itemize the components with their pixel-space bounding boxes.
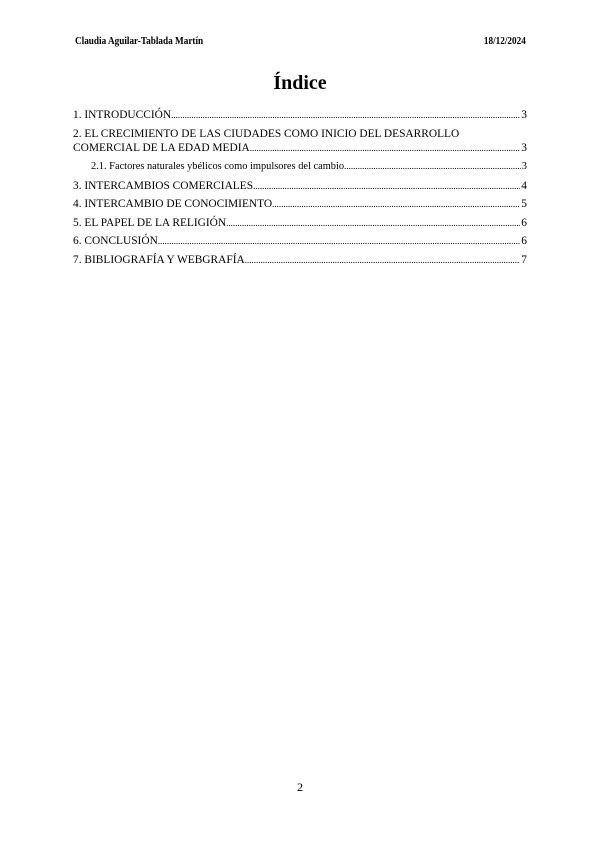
toc-entry-bibliografia[interactable] xyxy=(73,253,527,267)
toc-leader xyxy=(245,253,521,267)
toc-page-number: 3 xyxy=(521,141,527,154)
toc-entry-text: 2.1. Factores naturales ybélicos como impulsores del cambio xyxy=(91,161,345,172)
toc-leader xyxy=(158,234,520,248)
toc-entry-text: 6. CONCLUSIÓN xyxy=(73,235,158,247)
page-header xyxy=(75,36,526,47)
page-number: 2 xyxy=(297,780,303,794)
header-author: Claudia Aguilar-Tablada Martín xyxy=(75,36,204,47)
toc-entry-text-line1: 2. EL CRECIMIENTO DE LAS CIUDADES COMO INICIO DEL DESARROLLO xyxy=(73,127,460,140)
toc-leader xyxy=(253,179,520,193)
toc-leader xyxy=(272,197,520,211)
header-date: 18/12/2024 xyxy=(483,36,526,47)
toc-page-number: 6 xyxy=(521,235,527,247)
toc-page-number: 3 xyxy=(521,109,527,121)
toc-entry-crecimiento-ciudades[interactable] xyxy=(73,127,527,155)
toc-leader xyxy=(226,216,520,230)
toc-page-number: 4 xyxy=(521,179,527,192)
toc-page-number: 5 xyxy=(521,198,527,210)
toc-leader xyxy=(344,159,521,174)
toc-leader xyxy=(171,108,520,122)
toc-entry-introduccion[interactable] xyxy=(73,108,527,122)
toc-entry-text: 1. INTRODUCCIÓN xyxy=(73,109,172,121)
toc-entry-intercambio-conocimiento[interactable] xyxy=(73,197,527,211)
toc-entry-papel-religion[interactable] xyxy=(73,216,527,230)
toc-entry-conclusion[interactable] xyxy=(73,234,527,248)
toc-entry-intercambios-comerciales[interactable] xyxy=(73,179,527,193)
toc-entry-text: 7. BIBLIOGRAFÍA Y WEBGRAFÍA xyxy=(73,253,245,266)
toc-page-number: 7 xyxy=(521,253,527,266)
toc-entry-text: 5. EL PAPEL DE LA RELIGIÓN xyxy=(73,216,227,229)
page-title: Índice xyxy=(273,72,327,94)
toc-entry-text: 3. INTERCAMBIOS COMERCIALES xyxy=(73,179,254,192)
toc-leader xyxy=(250,141,521,155)
toc-page-number: 6 xyxy=(521,216,527,229)
toc-entry-factores[interactable] xyxy=(73,159,527,174)
toc-page-number: 3 xyxy=(521,161,527,172)
toc-entry-text: COMERCIAL DE LA EDAD MEDIA xyxy=(73,141,250,154)
toc-entry-text: 4. INTERCAMBIO DE CONOCIMIENTO xyxy=(73,198,273,210)
table-of-contents xyxy=(73,108,527,271)
